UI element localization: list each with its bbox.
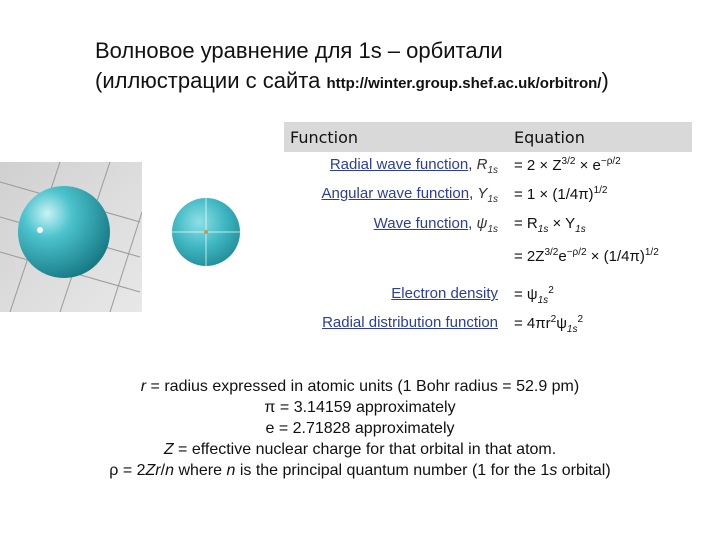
- title-suffix: ): [601, 68, 609, 93]
- title-line-2: [95, 66, 705, 99]
- row-radial: Radial wave function, $R_{1s}$ = $2 \times Z^{3/2} \times e^{-\rho/2}$: [329, 156, 621, 176]
- orbital-illustrations: [0, 162, 282, 312]
- wave-function-table: [284, 122, 692, 335]
- row-angular: Angular wave function, $Y_{1s}$ = $1 \times (1/4\pi)^{1/2}$: [321, 185, 608, 205]
- title-prefix: (иллюстрации с сайта: [95, 68, 327, 93]
- wave-equation: = $R_{1s} \times Y_{1s}$: [514, 215, 586, 235]
- note-r: r = radius expressed in atomic units (1 Bohr radius = 52.9 pm): [140, 378, 580, 395]
- header-function: Function: [290, 128, 359, 147]
- note-rho: ρ = 2Zr/n where n is the principal quantum number (1 for the 1s orbital): [109, 462, 611, 479]
- row-density: [284, 285, 692, 309]
- note-z: Z = effective nuclear charge for that orbital in that atom.: [163, 441, 557, 458]
- row-wave-expanded: [284, 247, 692, 271]
- source-url[interactable]: http://winter.group.shef.ac.uk/orbitron/: [326, 75, 602, 92]
- row-wave: Wave function, $\psi_{1s}$ = $R_{1s} \times Y_{1s}$: [373, 215, 586, 235]
- nucleus-dot: [204, 230, 208, 234]
- angular-wave-function-link[interactable]: Angular wave function: [321, 185, 470, 202]
- radial-equation: = $2 \times Z^{3/2} \times e^{-\rho/2}$: [514, 156, 621, 174]
- wave-function-link[interactable]: Wave function: [373, 215, 469, 232]
- sphere-3d-icon: [18, 186, 110, 278]
- note-e: e = 2.71828 approximately: [265, 420, 455, 437]
- radial-wave-function-link[interactable]: Radial wave function: [329, 156, 469, 173]
- sphere-highlight: [37, 227, 43, 233]
- orbital-images-svg: [0, 162, 282, 312]
- wave-expanded-equation: = $2Z^{3/2}e^{-\rho/2} \times (1/4\pi)^{1/2}$: [514, 247, 659, 265]
- radial-distribution-equation: = $4\pi r^2\psi_{1s}^2$: [514, 314, 584, 335]
- definitions: [60, 376, 660, 481]
- note-pi: π = 3.14159 approximately: [264, 399, 456, 416]
- radial-distribution-link[interactable]: Radial distribution function: [322, 314, 498, 331]
- slide-title: [95, 36, 705, 99]
- title-line-1: Волновое уравнение для 1s – орбитали: [95, 38, 503, 63]
- angular-equation: = $1 \times (1/4\pi)^{1/2}$: [514, 185, 608, 203]
- electron-density-link[interactable]: Electron density: [391, 285, 498, 302]
- density-equation: = $\psi_{1s}^2$: [514, 285, 554, 306]
- row-radial-distribution: [284, 314, 692, 338]
- table-header: [284, 122, 692, 152]
- header-equation: Equation: [514, 128, 585, 147]
